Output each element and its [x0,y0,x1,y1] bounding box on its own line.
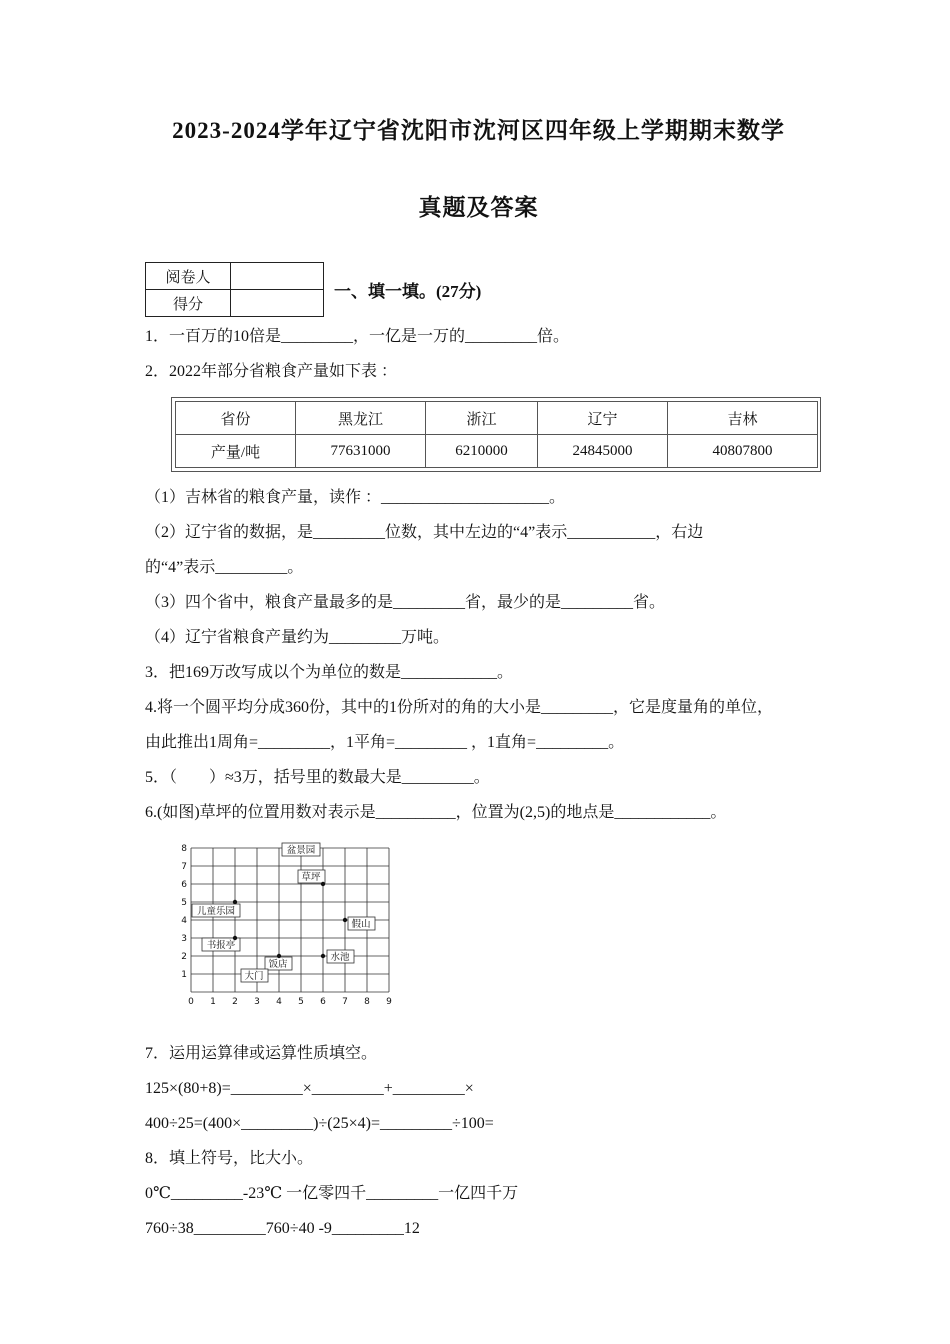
question-2-1: （1）吉林省的粮食产量，读作 ：_____________________。 [145,489,566,506]
y-axis-label-7: 7 [181,862,187,872]
grain-value-jilin: 40807800 [668,435,818,468]
grain-value-zhejiang: 6210000 [426,435,538,468]
grader-label: 阅卷人 [146,263,231,290]
x-axis-label-8: 8 [364,997,370,1007]
exam-title-line2: 真题及答案 [418,195,539,220]
grader-value-cell [231,263,324,290]
y-axis-label-4: 4 [181,916,187,926]
question-5: 5．（ ）≈3万，括号里的数最大是_________。 [145,769,490,786]
y-axis-label-6: 6 [181,880,187,890]
place-gate [241,969,268,982]
grain-header-zhejiang: 浙江 [426,402,538,435]
score-value-cell [231,290,324,317]
x-axis-label-4: 4 [276,997,282,1007]
question-2-2-line2: 的“4”表示_________。 [145,559,304,576]
grain-table-header-row [176,402,818,435]
question-2: 2．2022年部分省粮食产量如下表 ： [145,363,398,380]
question-8-comparison-2: 760÷38_________760÷40 -9_________12 [145,1220,420,1237]
place-restaurant [265,957,292,970]
x-axis-label-0: 0 [188,997,194,1007]
x-axis-label-1: 1 [210,997,216,1007]
question-6: 6.(如图)草坪的位置用数对表示是__________，位置为(2,5)的地点是____________。 [145,804,727,821]
question-7-expression-1: 125×(80+8)=_________×_________+_________× [145,1080,474,1097]
point-dot [321,954,325,958]
question-4-line1: 4.将一个圆平均分成360份，其中的1份所对的角的大小是_________，它是度量角的单位， [145,699,774,716]
question-8-comparison-1: 0℃_________-23℃ 一亿零四千_________一亿四千万 [145,1185,519,1202]
grader-row [146,263,324,290]
map-grid-figure [175,838,413,1010]
x-axis-label-2: 2 [232,997,238,1007]
question-1: 1．一百万的10倍是_________，一亿是一万的_________倍。 [145,328,570,345]
score-section [145,262,812,317]
park-coordinate-map [175,838,413,1010]
question-4-line2: 由此推出1周角=_________，1平角=_________ ，1直角=_________。 [145,734,625,751]
grain-header-liaoning: 辽宁 [538,402,668,435]
score-row [146,290,324,317]
point-dot [321,882,325,886]
place-rockery [348,917,375,930]
y-axis-label-1: 1 [181,970,187,980]
grain-header-province: 省份 [176,402,296,435]
exam-title-line1: 2023-2024学年辽宁省沈阳市沈河区四年级上学期期末数学 [172,118,785,143]
svg-text:书报亭: 书报亭 [206,940,236,951]
x-axis-label-5: 5 [298,997,304,1007]
grain-table-value-row [176,435,818,468]
grain-value-liaoning: 24845000 [538,435,668,468]
point-dot [233,900,237,904]
section-1-heading: 一、填一填。(27分) [334,282,482,301]
grain-production-table [171,397,821,472]
question-7: 7．运用运算律或运算性质填空。 [145,1045,378,1062]
svg-text:儿童乐园: 儿童乐园 [196,906,236,917]
x-axis-label-9: 9 [386,997,392,1007]
svg-text:假山: 假山 [351,919,371,930]
point-dot [233,936,237,940]
y-axis-label-5: 5 [181,898,187,908]
score-label: 得分 [146,290,231,317]
question-2-3: （3）四个省中，粮食产量最多的是_________省，最少的是_________省。 [145,594,666,611]
place-lawn [298,870,325,883]
grain-value-heilongjiang: 77631000 [296,435,426,468]
point-dot [277,954,281,958]
x-axis-label-6: 6 [320,997,326,1007]
x-axis-label-3: 3 [254,997,260,1007]
svg-text:饭店: 饭店 [268,959,288,970]
question-2-2-line1: （2）辽宁省的数据，是_________位数，其中左边的“4”表示___________，右边 [145,524,704,541]
question-8: 8．填上符号，比大小。 [145,1150,314,1167]
question-7-expression-2: 400÷25=(400×_________)÷(25×4)=_________÷100= [145,1115,494,1132]
place-bonsai-garden [282,843,320,856]
y-axis-label-8: 8 [181,844,187,854]
y-axis-label-3: 3 [181,934,187,944]
score-table [145,262,324,317]
svg-text:盆景园: 盆景园 [286,845,316,856]
svg-text:水池: 水池 [330,952,350,963]
question-2-4: （4）辽宁省粮食产量约为_________万吨。 [145,629,450,646]
x-axis-label-7: 7 [342,997,348,1007]
grain-header-jilin: 吉林 [668,402,818,435]
grain-header-heilongjiang: 黑龙江 [296,402,426,435]
place-children-playground [192,904,240,917]
place-pond [327,950,354,963]
point-dot [343,918,347,922]
y-axis-label-2: 2 [181,952,187,962]
question-3: 3．把169万改写成以个为单位的数是____________。 [145,664,514,681]
grain-row-label: 产量/吨 [176,435,296,468]
svg-text:大门: 大门 [244,971,264,982]
svg-text:草坪: 草坪 [301,872,321,883]
